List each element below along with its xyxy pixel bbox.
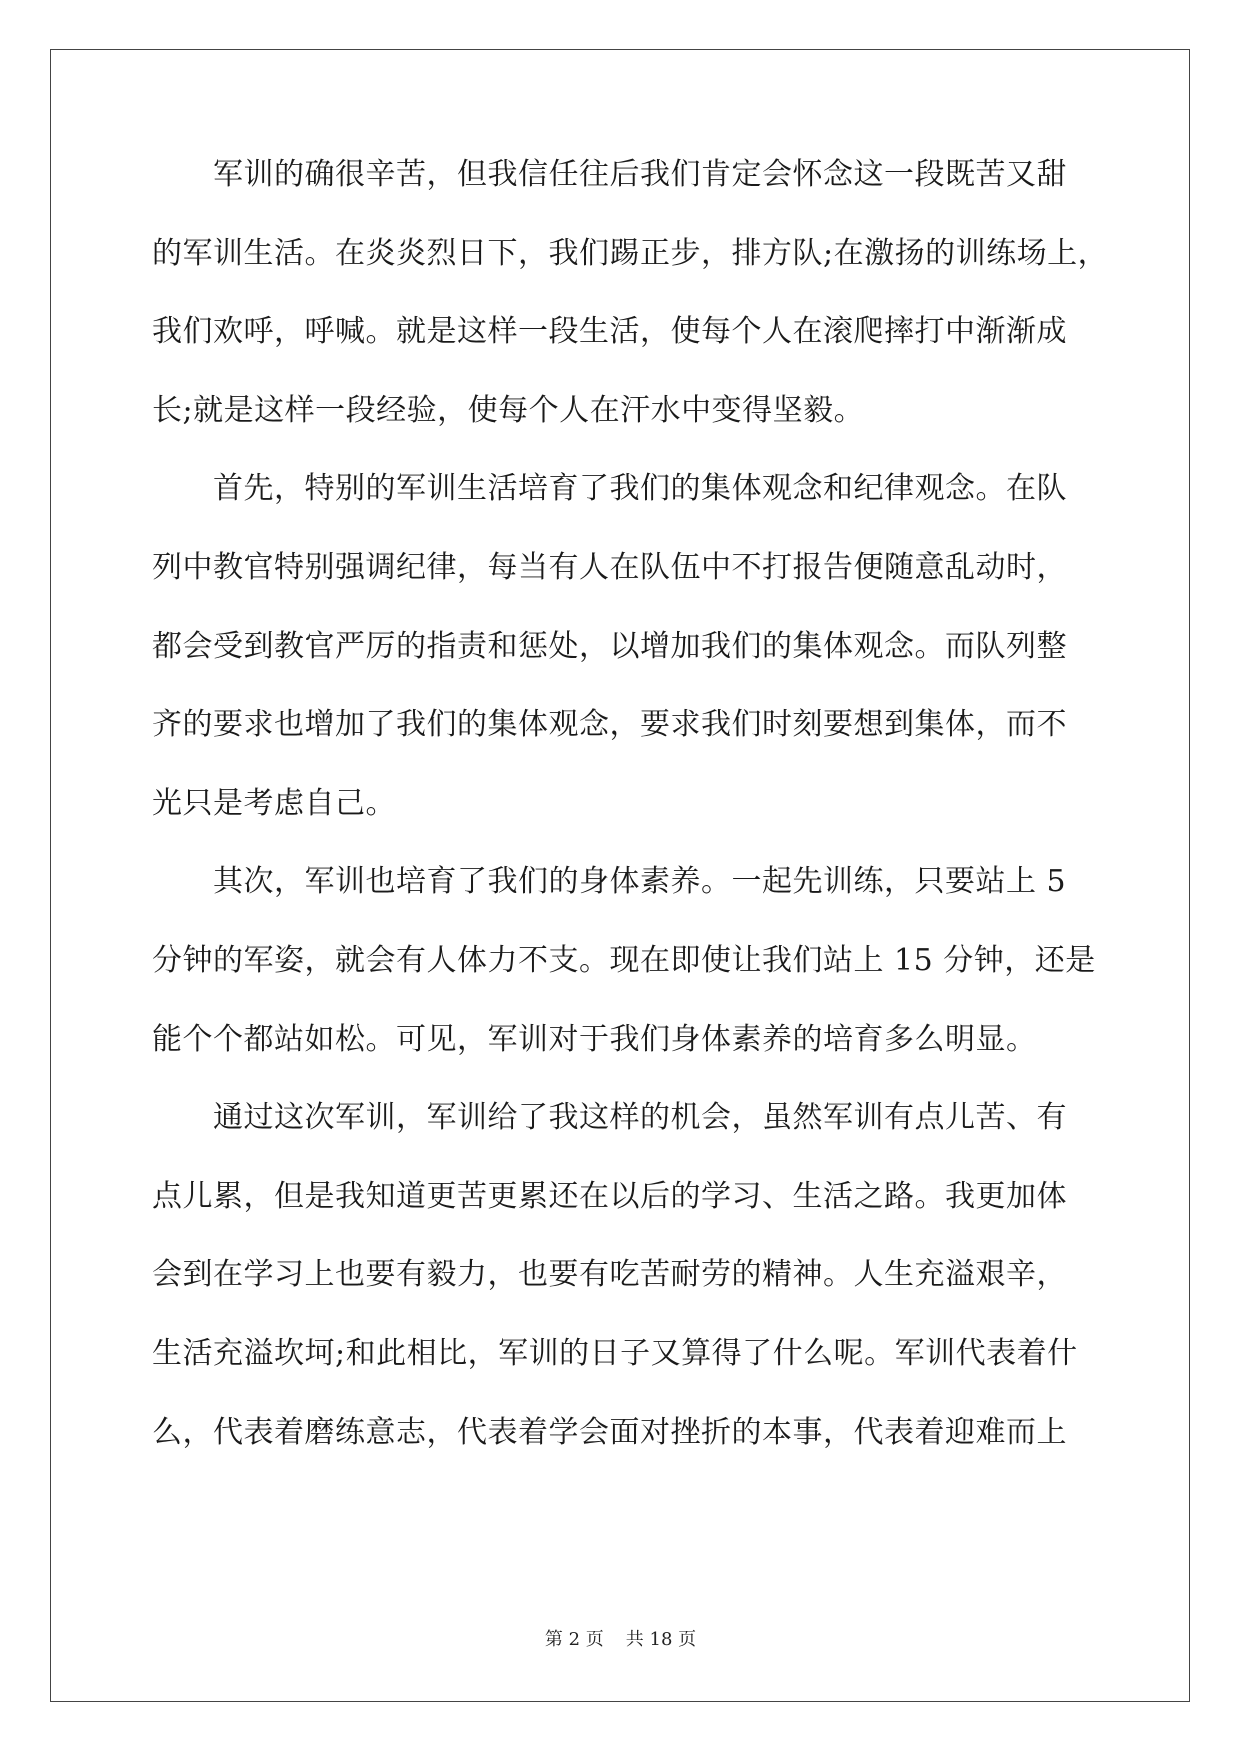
text-line: 的军训生活。在炎炎烈日下，我们踢正步，排方队;在激扬的训练场上， [152,235,1109,271]
text-line: 列中教官特别强调纪律，每当有人在队伍中不打报告便随意乱动时， [152,549,1067,585]
text-line: 通过这次军训，军训给了我这样的机会，虽然军训有点儿苦、有 [213,1100,1067,1136]
text-line: 么，代表着磨练意志，代表着学会面对挫折的本事，代表着迎难而上 [152,1414,1067,1450]
text-line: 点儿累，但是我知道更苦更累还在以后的学习、生活之路。我更加体 [152,1178,1067,1214]
text-line: 生活充溢坎坷;和此相比，军训的日子又算得了什么呢。军训代表着什 [152,1335,1078,1371]
text-line: 军训的确很辛苦，但我信任往后我们肯定会怀念这一段既苦又甜 [213,157,1067,192]
text-line: 其次，军训也培育了我们的身体素养。一起先训练，只要站上 5 [213,864,1067,900]
text-line: 分钟的军姿，就会有人体力不支。现在即使让我们站上 15 分钟，还是 [152,942,1096,978]
text-line: 我们欢呼，呼喊。就是这样一段生活，使每个人在滚爬摔打中渐渐成 [152,314,1067,350]
text-line: 长;就是这样一段经验，使每个人在汗水中变得坚毅。 [152,392,865,428]
text-line: 都会受到教官严厉的指责和惩处，以增加我们的集体观念。而队列整 [152,628,1067,664]
page-total: 共 18 页 [625,1629,697,1650]
text-line: 能个个都站如松。可见，军训对于我们身体素养的培育多么明显。 [152,1021,1037,1057]
text-line: 光只是考虑自己。 [152,785,396,821]
text-line: 首先，特别的军训生活培育了我们的集体观念和纪律观念。在队 [213,471,1067,507]
text-line: 会到在学习上也要有毅力，也要有吃苦耐劳的精神。人生充溢艰辛， [152,1257,1067,1293]
text-line: 齐的要求也增加了我们的集体观念，要求我们时刻要想到集体，而不 [152,707,1067,743]
page-number: 第 2 页 [544,1629,604,1650]
page-footer [0,1629,1241,1651]
body-text [152,157,1109,1494]
